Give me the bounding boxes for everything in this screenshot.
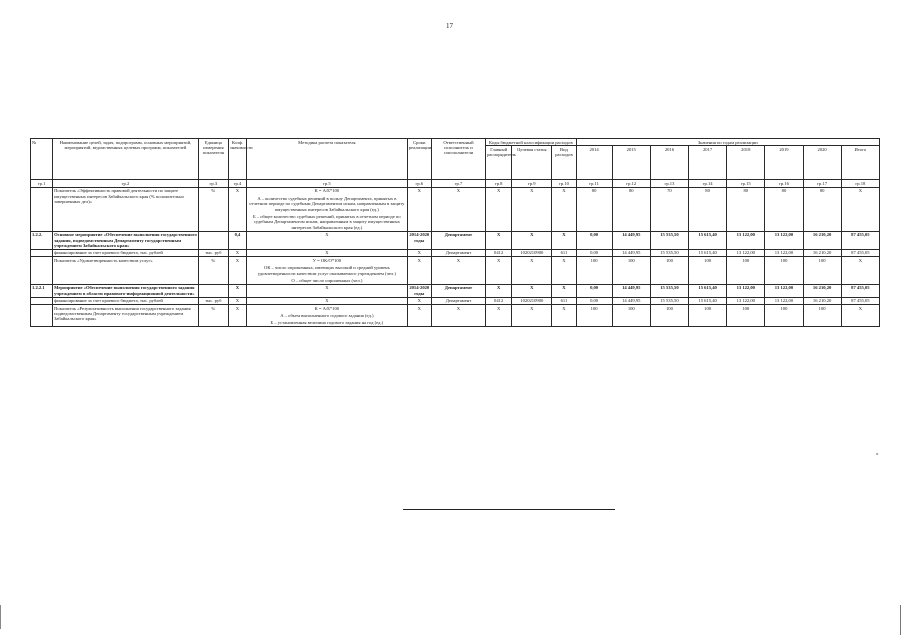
table-row [31,297,880,304]
row-type-code: Х [552,284,576,297]
header-year: 2020 [803,146,841,180]
row-value: 14 449,95 [612,231,650,249]
row-method [246,305,407,327]
row-value: 15 615,40 [689,249,727,256]
table-row [31,284,880,297]
header-unit: Единица измерения показателя [198,139,228,180]
method-line: К = А/Б*100 [314,305,340,311]
table-row [31,231,880,249]
method-line: Б – общее количество судебных решений, принятых в отчетном периоде по судебным Департаментом искам, направленным в защиту имущественных интересов Забайкальского края (ед.) [253,213,401,230]
footer-rule [403,509,615,510]
table-row [31,187,880,231]
row-unit: % [198,257,228,285]
method-line: Х [325,250,329,256]
column-number-cell: гр.8 [486,180,512,187]
row-value: 100 [650,257,688,285]
row-value: 80 [727,187,765,231]
row-value: 100 [727,305,765,327]
method-line: А – количество судебных решений в пользу Департамента, принятых в отчетном периоде по судебным Департаментом искам, направленным в защиту имущественных интересов Забайкальского края (ед.) [249,195,405,212]
row-method [246,297,407,304]
column-number-cell: гр.16 [765,180,803,187]
column-number-cell: гр.10 [552,180,576,187]
row-value: 80 [612,187,650,231]
header-total: Итого [841,146,879,180]
row-unit: тыс. руб [198,249,228,256]
row-number [31,297,53,304]
row-value: 100 [803,257,841,285]
row-grbs-code: 0412 [486,249,512,256]
row-grbs-code: Х [486,187,512,231]
row-value: 14 449,95 [612,249,650,256]
column-number-cell: гр.14 [689,180,727,187]
row-coef: Х [228,257,246,285]
row-number [31,257,53,285]
row-unit [198,284,228,297]
row-coef: 0,4 [228,231,246,249]
header-year: 2014 [576,146,612,180]
row-method [246,284,407,297]
row-value: 70 [650,187,688,231]
row-value: 100 [803,305,841,327]
row-unit: тыс. руб [198,297,228,304]
column-number-cell: гр.7 [431,180,485,187]
row-coef: Х [228,249,246,256]
row-method [246,231,407,249]
column-number-cell: гр.17 [803,180,841,187]
row-value: 16 210,20 [803,297,841,304]
row-executor: Х [431,305,485,327]
header-name: Наименование целей, задач, подпрограмм, основных мероприятий, мероприятий, ведомственных целевых программ, показателей [53,139,199,180]
row-name: Мероприятие «Обеспечение выполнения государственного задания учреждением в области правового-информационной деятельности» [53,284,199,297]
method-line: О – общее число опрошенных (чел.) [291,278,363,283]
row-value: 15 535,50 [650,297,688,304]
method-line: ОК – число опрошенных, имеющих высокий и средний уровень удовлетворенности качеством услуг оказываемого учреждением (чел.) [257,265,396,276]
header-exec: Ответственный исполнитель и соисполнители [431,139,485,180]
row-unit: % [198,187,228,231]
column-number-row [31,180,880,187]
row-name: Показатель «Удовлетворенность качеством услуг» [53,257,199,285]
row-term: Х [407,187,431,231]
column-number-cell: гр.15 [727,180,765,187]
column-number-cell: гр.4 [228,180,246,187]
header-term: Сроки реализации [407,139,431,180]
row-unit: % [198,305,228,327]
row-executor: Департамент [431,284,485,297]
row-name: Показатель «Эффективность правовой деятельности по защите имущественных интересов Забайкальского края (% положительно завершенных дел)» [53,187,199,231]
row-grbs-code: Х [486,284,512,297]
row-number: 1.2.2. [31,231,53,249]
row-type-code: Х [552,257,576,285]
row-name: финансирование за счет краевого бюджета, тыс. рублей [53,297,199,304]
header-budget: Коды бюджетной классификации расходов [486,139,576,146]
row-value: 13 122,00 [727,249,765,256]
continuation-mark: » [876,452,879,457]
column-number-cell: гр.18 [841,180,879,187]
row-value: 15 615,40 [689,231,727,249]
row-value: 15 615,40 [689,284,727,297]
header-year: 2017 [689,146,727,180]
row-value: 15 615,40 [689,297,727,304]
row-value: 80 [576,187,612,231]
row-term: Х [407,257,431,285]
row-type-code: Х [552,305,576,327]
row-number [31,305,53,327]
header-grbs: Главный распорядитель [486,146,512,180]
row-value: Х [841,305,879,327]
row-type-code: Х [552,187,576,231]
row-value: 80 [803,187,841,231]
header-row [31,139,880,146]
row-coef: Х [228,305,246,327]
row-value: 100 [612,257,650,285]
header-type: Вид расходов [552,146,576,180]
row-value: 15 535,50 [650,284,688,297]
row-grbs-code: Х [486,305,512,327]
row-article-code: Х [512,187,552,231]
column-number-cell: гр.2 [53,180,199,187]
row-name: Основное мероприятие «Обеспечение выполнения государственного задания, подведомственным Департаменту государственным учреждением Забайкальского края» [54,232,197,248]
scan-edge-right [900,605,904,635]
row-value: 100 [612,305,650,327]
row-value: 14 449,95 [612,297,650,304]
row-value: 13 122,00 [727,297,765,304]
row-executor: Департамент [431,297,485,304]
header-year: 2019 [765,146,803,180]
row-value: 0,00 [576,284,612,297]
row-term: Х [407,297,431,304]
row-grbs-code: Х [486,257,512,285]
header-year: 2016 [650,146,688,180]
column-number-cell: гр.5 [246,180,407,187]
row-value: 100 [650,305,688,327]
row-value: 13 122,00 [765,231,803,249]
row-article-code: 1020210900 [512,297,552,304]
header-coef: Коэф. значимости [228,139,246,180]
row-value: 100 [727,257,765,285]
method-line: А – объем выполненного годового задания (ед.) [280,313,374,319]
header-num: № [31,139,53,180]
indicators-table [30,138,880,327]
column-number-cell: гр.3 [198,180,228,187]
row-grbs-code: Х [486,231,512,249]
method-line: К = А/Б*100 [314,188,340,194]
column-number-cell: гр.6 [407,180,431,187]
row-value: 15 535,50 [650,231,688,249]
scan-edge-left [0,605,7,629]
row-value: 13 122,00 [765,284,803,297]
method-line: Х [325,298,329,304]
header-method: Методика расчета показателя [246,139,407,180]
row-article-code: Х [512,231,552,249]
row-executor: Департамент [431,231,485,249]
row-coef: Х [228,284,246,297]
column-number-cell: гр.12 [612,180,650,187]
row-executor: Х [431,257,485,285]
row-value: 100 [689,305,727,327]
method-line: Х [325,285,329,291]
row-term: 2014-2020 годы [407,231,431,249]
row-article-code: 1020210900 [512,249,552,256]
header-year: 2015 [612,146,650,180]
row-executor: Департамент [431,249,485,256]
row-method [246,249,407,256]
header-article: Целевая статья [512,146,552,180]
row-executor: Х [431,187,485,231]
row-value: 87 455,05 [841,284,879,297]
table-row [31,257,880,285]
row-value: 87 455,05 [841,297,879,304]
row-number: 1.2.2.1 [31,284,53,297]
header-values: Значения по годам реализации [576,139,879,146]
row-type-code: 611 [552,297,576,304]
table-row [31,249,880,256]
row-term: Х [407,249,431,256]
row-value: 16 210,20 [803,231,841,249]
table-body [31,187,880,327]
row-term: Х [407,305,431,327]
column-number-cell: гр.11 [576,180,612,187]
row-type-code: Х [552,231,576,249]
method-line: Б – установленная величина годового задания на год (ед.) [270,320,384,326]
row-value: 16 210,20 [803,249,841,256]
row-value: 0,00 [576,297,612,304]
page-number: 17 [446,22,453,30]
row-value: 87 455,05 [841,249,879,256]
method-line: Х [325,232,329,238]
row-value: 87 455,05 [841,231,879,249]
column-number-cell: гр.1 [31,180,53,187]
method-line: У = ОК/О*100 [312,257,342,263]
row-value: 13 122,00 [765,249,803,256]
row-value: 100 [576,305,612,327]
row-value: 13 122,00 [765,297,803,304]
row-value: Х [841,187,879,231]
row-value: 100 [765,257,803,285]
row-value: 14 449,95 [612,284,650,297]
row-number [31,187,53,231]
header-year: 2018 [727,146,765,180]
row-value: 15 535,50 [650,249,688,256]
row-value: 13 122,00 [727,231,765,249]
row-article-code: Х [512,284,552,297]
row-grbs-code: 0412 [486,297,512,304]
row-value: Х [841,257,879,285]
row-value: 0,00 [576,249,612,256]
row-value: 100 [689,257,727,285]
row-number [31,249,53,256]
row-value: 100 [576,257,612,285]
row-article-code: Х [512,305,552,327]
column-number-cell: гр.13 [650,180,688,187]
row-value: 13 122,00 [727,284,765,297]
row-name: Показатель «Результативность выполнения государственного задания подведомственным Департаменту государственным учреждением Забайкальского края» [53,305,199,327]
row-coef: Х [228,187,246,231]
row-method [246,187,407,231]
row-value: 100 [765,305,803,327]
row-type-code: 611 [552,249,576,256]
row-value: 80 [765,187,803,231]
row-value: 80 [689,187,727,231]
row-article-code: Х [512,257,552,285]
row-term: 2014-2020 годы [407,284,431,297]
row-value: 0,00 [576,231,612,249]
column-number-cell: гр.9 [512,180,552,187]
row-name: финансирование за счет краевого бюджета, тыс. рублей [53,249,199,256]
row-method [246,257,407,285]
row-unit [198,231,228,249]
table-row [31,305,880,327]
row-value: 16 210,20 [803,284,841,297]
row-coef: Х [228,297,246,304]
